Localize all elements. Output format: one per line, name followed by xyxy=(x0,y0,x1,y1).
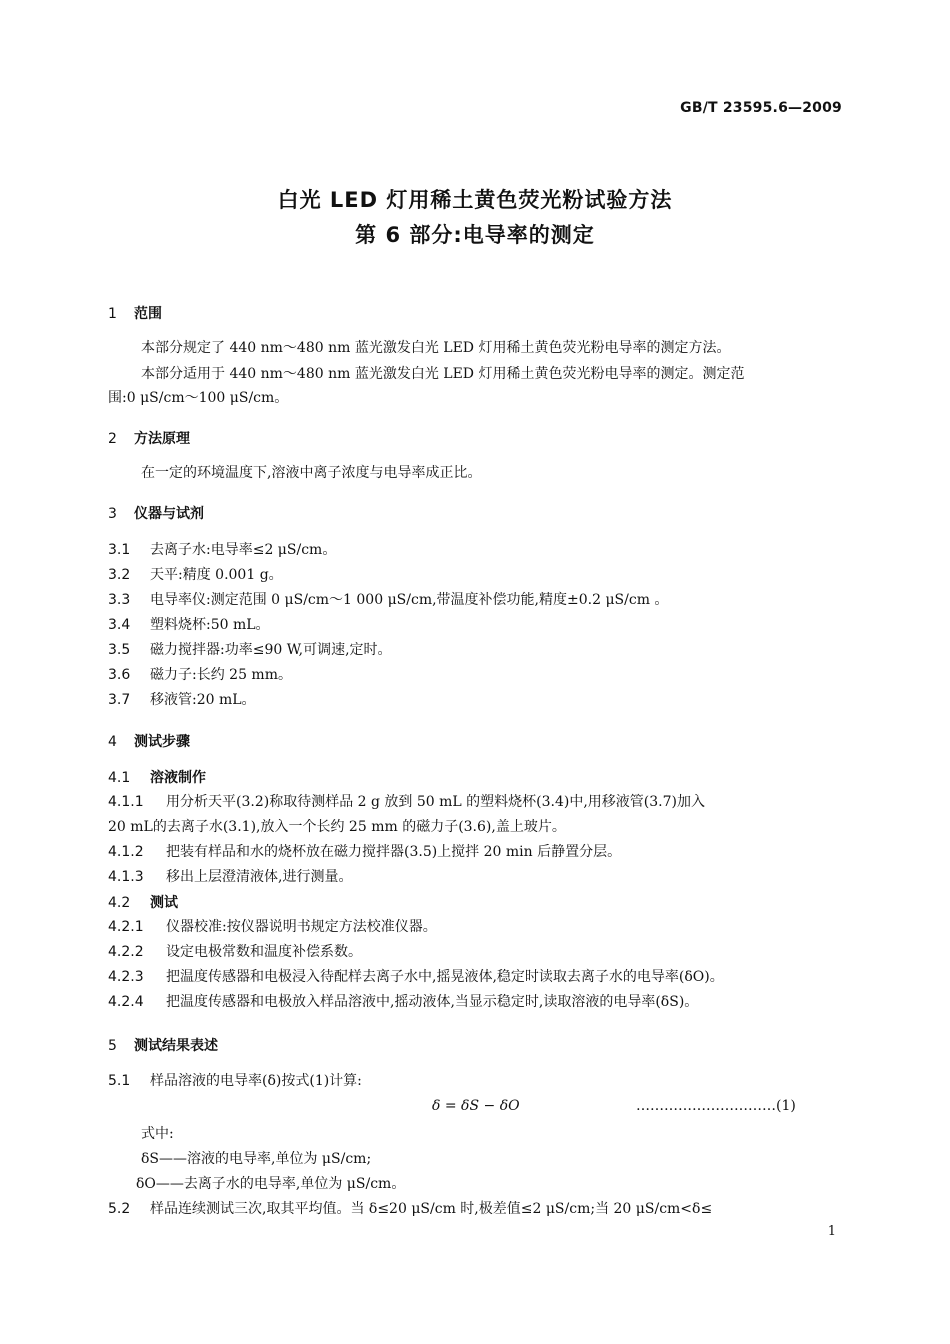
item-text: 把温度传感器和电极放入样品溶液中,摇动液体,当显示稳定时,读取溶液的电导率(δS)。 xyxy=(166,994,699,1010)
item-text: 用分析天平(3.2)称取待测样品 2 g 放到 50 mL 的塑料烧杯(3.4)中,用移液管(3.7)加入 xyxy=(166,794,705,810)
item-number: 3.4 xyxy=(108,617,131,633)
item-text: 移液管:20 mL。 xyxy=(150,692,256,708)
item-number: 3.5 xyxy=(108,642,131,658)
section-number: 1 xyxy=(108,306,117,322)
paragraph-continuation: 围:0 μS/cm～100 μS/cm。 xyxy=(108,390,289,406)
item-number: 3.7 xyxy=(108,692,131,708)
list-item xyxy=(108,942,842,962)
section-number: 2 xyxy=(108,431,117,447)
subsection-title: 溶液制作 xyxy=(150,770,206,786)
formula: δ = δS − δO xyxy=(432,1098,520,1114)
item-text: 移出上层澄清液体,进行测量。 xyxy=(166,869,353,885)
item-number: 3.2 xyxy=(108,567,131,583)
item-number: 4.2.1 xyxy=(108,919,144,935)
document-title-line1: 白光 LED 灯用稀土黄色荧光粉试验方法 xyxy=(277,188,673,212)
item-number: 5.2 xyxy=(108,1201,131,1217)
document-title-line2: 第 6 部分:电导率的测定 xyxy=(355,223,595,247)
paragraph-continuation: 20 mL的去离子水(3.1),放入一个长约 25 mm 的磁力子(3.6),盖上玻片。 xyxy=(108,819,566,835)
item-number: 4.1.3 xyxy=(108,869,144,885)
item-text: 磁力搅拌器:功率≤90 W,可调速,定时。 xyxy=(150,642,392,658)
section-4-heading xyxy=(108,731,190,751)
item-text: 设定电极常数和温度补偿系数。 xyxy=(166,944,362,960)
paragraph: 在一定的环境温度下,溶液中离子浓度与电导率成正比。 xyxy=(141,465,482,481)
item-number: 4.1.1 xyxy=(108,794,144,810)
list-item xyxy=(108,842,842,862)
item-number: 4.2.4 xyxy=(108,994,144,1010)
list-item xyxy=(108,917,842,937)
subsection-title: 测试 xyxy=(150,895,178,911)
item-number: 3.1 xyxy=(108,542,131,558)
item-number: 3.6 xyxy=(108,667,131,683)
section-number: 3 xyxy=(108,506,117,522)
section-title: 仪器与试剂 xyxy=(134,506,204,522)
item-text: 去离子水:电导率≤2 μS/cm。 xyxy=(150,542,337,558)
list-item xyxy=(108,640,842,660)
list-item xyxy=(108,565,842,585)
item-number: 3.3 xyxy=(108,592,131,608)
item-text: 样品溶液的电导率(δ)按式(1)计算: xyxy=(150,1073,362,1089)
section-1-heading xyxy=(108,303,162,323)
page-number: 1 xyxy=(827,1224,836,1239)
list-item xyxy=(108,665,842,685)
item-text: 塑料烧杯:50 mL。 xyxy=(150,617,270,633)
paragraph: 本部分规定了 440 nm～480 nm 蓝光激发白光 LED 灯用稀土黄色荧光粉电导率的测定方法。 xyxy=(141,340,731,356)
list-item xyxy=(108,867,842,887)
definition: δS——溶液的电导率,单位为 μS/cm; xyxy=(141,1151,372,1167)
formula-reference: …………………………(1) xyxy=(636,1098,796,1114)
item-text: 把温度传感器和电极浸入待配样去离子水中,摇晃液体,稳定时读取去离子水的电导率(δO)。 xyxy=(166,969,724,985)
section-5-heading xyxy=(108,1035,218,1055)
section-2-heading xyxy=(108,428,190,448)
section-title: 测试步骤 xyxy=(134,734,190,750)
item-text: 磁力子:长约 25 mm。 xyxy=(150,667,292,683)
where-label: 式中: xyxy=(141,1126,174,1142)
paragraph: 本部分适用于 440 nm～480 nm 蓝光激发白光 LED 灯用稀土黄色荧光粉电导率的测定。测定范 xyxy=(141,366,745,382)
item-number: 4.2.2 xyxy=(108,944,144,960)
item-text: 天平:精度 0.001 g。 xyxy=(150,567,283,583)
subsection-number: 4.1 xyxy=(108,770,131,786)
item-text: 样品连续测试三次,取其平均值。当 δ≤20 μS/cm 时,极差值≤2 μS/cm;当 20 μS/cm<δ≤ xyxy=(150,1201,713,1217)
item-number: 4.1.2 xyxy=(108,844,144,860)
section-3-heading xyxy=(108,503,204,523)
list-item xyxy=(108,992,842,1012)
item-number: 4.2.3 xyxy=(108,969,144,985)
list-item xyxy=(108,690,842,710)
section-title: 方法原理 xyxy=(134,431,190,447)
subsection-heading xyxy=(108,892,178,912)
section-title: 测试结果表述 xyxy=(134,1038,218,1054)
subsection-number: 4.2 xyxy=(108,895,131,911)
list-item xyxy=(108,1071,842,1091)
list-item xyxy=(108,1199,842,1219)
section-number: 4 xyxy=(108,734,117,750)
standard-code: GB/T 23595.6—2009 xyxy=(680,100,842,116)
definition: δO——去离子水的电导率,单位为 μS/cm。 xyxy=(136,1176,406,1192)
item-text: 电导率仪:测定范围 0 μS/cm～1 000 μS/cm,带温度补偿功能,精度±0.2 μS/cm 。 xyxy=(150,592,669,608)
list-item xyxy=(108,967,842,987)
section-title: 范围 xyxy=(134,306,162,322)
list-item xyxy=(108,540,842,560)
item-text: 仪器校准:按仪器说明书规定方法校准仪器。 xyxy=(166,919,437,935)
list-item xyxy=(108,792,842,812)
list-item xyxy=(108,590,842,610)
item-number: 5.1 xyxy=(108,1073,131,1089)
section-number: 5 xyxy=(108,1038,117,1054)
list-item xyxy=(108,615,842,635)
subsection-heading xyxy=(108,767,206,787)
item-text: 把装有样品和水的烧杯放在磁力搅拌器(3.5)上搅拌 20 min 后静置分层。 xyxy=(166,844,622,860)
